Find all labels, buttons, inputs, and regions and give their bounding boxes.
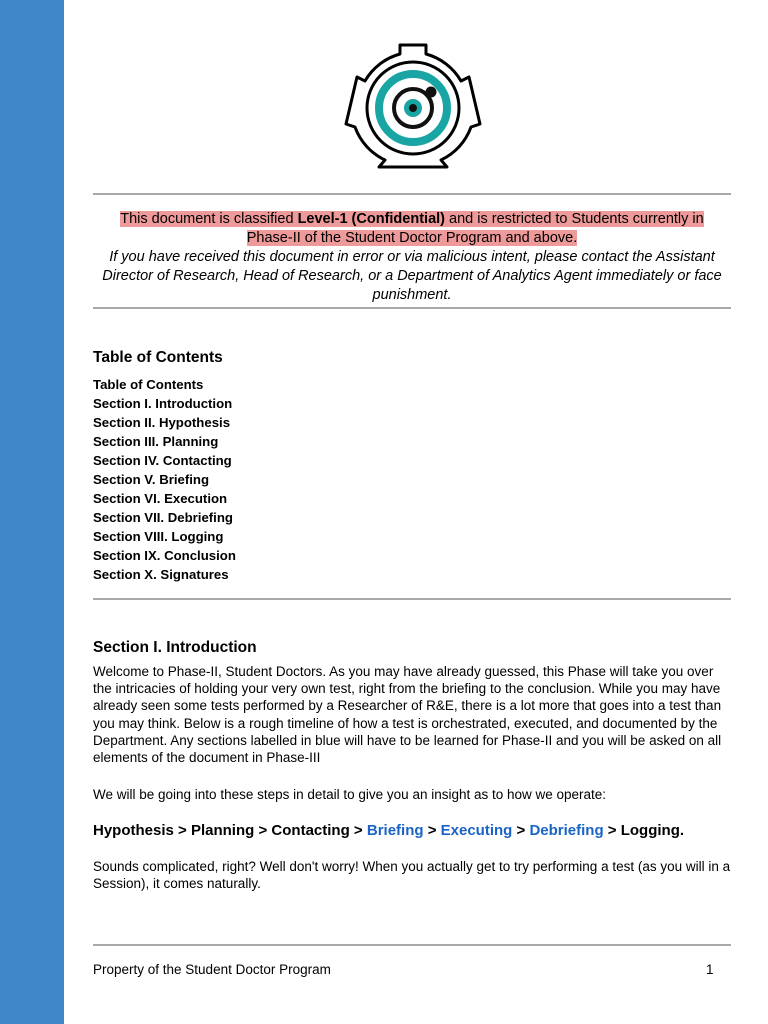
- toc-item[interactable]: Section IX. Conclusion: [93, 548, 236, 563]
- flow-separator: >: [427, 822, 437, 839]
- toc-item[interactable]: Section V. Briefing: [93, 472, 210, 487]
- toc-item[interactable]: Section I. Introduction: [93, 396, 233, 411]
- intro-paragraph: Welcome to Phase-II, Student Doctors. As you may have already guessed, this Phase will take you over the intricacies of holding your very own test, right from the briefing to the conclusion. While you may have already seen some tests performed by a Researcher of R&E, there is a lot more that goes into a test than you may think. Below is a rough timeline of how a test is orchestrated, executed, and documented by the Department. Any sections labelled in blue will have to be learned for Phase-II and you will be asked on all elements of the document in Phase-III: [93, 664, 722, 766]
- process-flow: [93, 822, 684, 839]
- divider: [93, 193, 731, 195]
- toc-item[interactable]: Section III. Planning: [93, 434, 219, 449]
- steps-intro-paragraph: We will be going into these steps in detail to give you an insight as to how we operate:: [93, 787, 607, 802]
- divider: [93, 944, 731, 946]
- flow-separator: >: [516, 822, 526, 839]
- footer-text: Property of the Student Doctor Program: [93, 962, 331, 977]
- flow-separator: >: [607, 822, 617, 839]
- flow-step-logging: Logging.: [620, 822, 685, 839]
- toc-heading: Table of Contents: [93, 349, 223, 366]
- toc-item[interactable]: Section II. Hypothesis: [93, 415, 231, 430]
- toc-item[interactable]: Table of Contents: [93, 377, 204, 392]
- sidebar-stripe: [0, 0, 64, 1024]
- flow-step-contacting: Contacting: [271, 822, 350, 839]
- toc-item[interactable]: Section X. Signatures: [93, 567, 229, 582]
- toc-item[interactable]: Section IV. Contacting: [93, 453, 232, 468]
- closing-paragraph: Sounds complicated, right? Well don't worry! When you actually get to try performing a test (as you will in a Session), it comes naturally.: [93, 859, 731, 892]
- classification-level: Level-1 (Confidential): [297, 211, 445, 227]
- classification-notice: [93, 210, 731, 305]
- flow-step-debriefing: Debriefing: [529, 822, 604, 839]
- flow-separator: >: [353, 822, 363, 839]
- flow-separator: >: [258, 822, 268, 839]
- foundation-seal-logo: [343, 42, 483, 170]
- divider: [93, 598, 731, 600]
- page-number: 1: [706, 962, 714, 977]
- flow-separator: >: [178, 822, 187, 839]
- flow-step-executing: Executing: [440, 822, 513, 839]
- flow-step-hypothesis: Hypothesis: [93, 822, 174, 839]
- flow-step-briefing: Briefing: [366, 822, 424, 839]
- flow-step-planning: Planning: [190, 822, 255, 839]
- section-heading: Section I. Introduction: [93, 639, 257, 656]
- toc-item[interactable]: Section VII. Debriefing: [93, 510, 233, 525]
- toc-item[interactable]: Section VIII. Logging: [93, 529, 224, 544]
- toc-list: [93, 375, 236, 584]
- classification-line-2: Phase-II of the Student Doctor Program and above.: [246, 230, 578, 246]
- divider: [93, 307, 731, 309]
- toc-item[interactable]: Section VI. Execution: [93, 491, 228, 506]
- classification-warning: If you have received this document in error or via malicious intent, please contact the Assistant Director of Research, Head of Research, or a Department of Analytics Agent immediately or face punishment.: [102, 249, 722, 303]
- classification-line-1: This document is classified Level-1 (Confidential) and is restricted to Students currently in: [120, 211, 704, 227]
